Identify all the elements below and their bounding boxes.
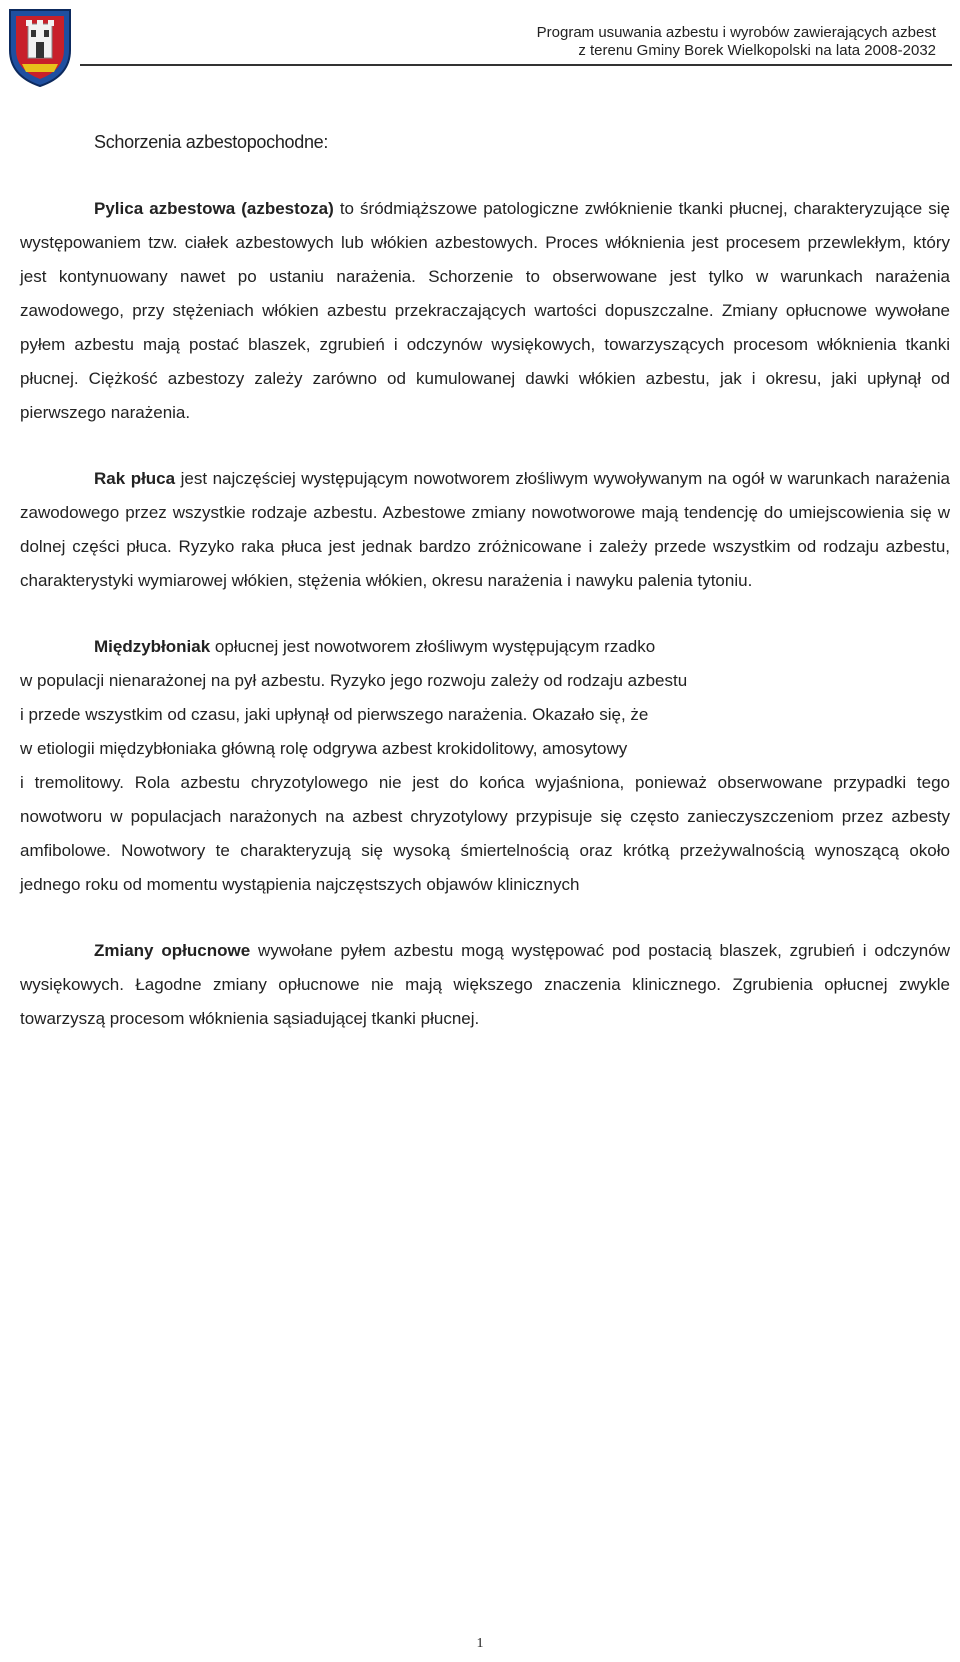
paragraph-pleural-changes bbox=[20, 934, 950, 1036]
term-pleural-changes: Zmiany opłucnowe bbox=[94, 941, 251, 960]
paragraph-mesothelioma bbox=[20, 630, 950, 902]
mesothelioma-line-3: i przede wszystkim od czasu, jaki upłynął od pierwszego narażenia. Okazało się, że bbox=[20, 705, 649, 724]
term-lung-cancer: Rak płuca bbox=[94, 469, 176, 488]
term-asbestosis: Pylica azbestowa (azbestoza) bbox=[94, 199, 334, 218]
mesothelioma-line-1-text: opłucnej jest nowotworem złośliwym występującym rzadko bbox=[210, 637, 656, 656]
mesothelioma-line-1 bbox=[20, 630, 950, 664]
term-mesothelioma: Międzybłoniak bbox=[94, 637, 211, 656]
municipal-coat-of-arms-icon bbox=[4, 4, 76, 88]
header-divider bbox=[80, 64, 952, 66]
section-heading: Schorzenia azbestopochodne: bbox=[94, 132, 329, 152]
paragraph-pleural-changes-text: wywołane pyłem azbestu mogą występować pod postacią blaszek, zgrubień i odczynów wysiękowych. Łagodne zmiany opłucnowe nie mają większego znaczenia klinicznego. Zgrubienia opłucnej zwykle towarzyszą procesom włóknienia sąsiadującej tkanki płucnej. bbox=[20, 941, 950, 1028]
page-number: 1 bbox=[476, 1636, 484, 1651]
header-title-line-1: Program usuwania azbestu i wyrobów zawierających azbest bbox=[536, 24, 936, 41]
paragraph-lung-cancer-text: jest najczęściej występującym nowotworem złośliwym wywoływanym na ogół w warunkach narażenia zawodowego przez wszystkie rodzaje azbestu. Azbestowe zmiany nowotworowe mają tendencję do umiejscowienia się w dolnej części płuca. Ryzyko raka płuca jest jednak bardzo zróżnicowane i zależy przede wszystkim od rodzaju azbestu, charakterystyki wymiarowej włókien, stężenia włókien, okresu narażenia i nawyku palenia tytoniu. bbox=[20, 469, 951, 590]
mesothelioma-line-2: w populacji nienarażonej na pył azbestu. Ryzyko jego rozwoju zależy od rodzaju azbestu bbox=[20, 671, 688, 690]
paragraph-asbestosis bbox=[20, 192, 950, 430]
mesothelioma-rest: i tremolitowy. Rola azbestu chryzotylowego nie jest do końca wyjaśniona, ponieważ obserwowane przypadki tego nowotworu w populacjach narażonych na azbest chryzotylowy przypisuje się często zanieczyszczeniom przez azbesty amfibolowe. Nowotwory te charakteryzują się wysoką śmiertelnością oraz krótką przeżywalnością wynoszącą około jednego roku od momentu wystąpienia najczęstszych objawów klinicznych bbox=[20, 773, 950, 894]
paragraph-lung-cancer bbox=[20, 462, 950, 598]
paragraph-asbestosis-text: to śródmiąższowe patologiczne zwłóknienie tkanki płucnej, charakteryzujące się występowaniem tzw. ciałek azbestowych lub włókien azbestowych. Proces włóknienia jest procesem przewlekłym, który jest kontynuowany nawet po ustaniu narażenia. Schorzenie to obserwowane jest tylko w warunkach narażenia zawodowego, przy stężeniach włókien azbestu przekraczających wartości dopuszczalne. Zmiany opłucnowe wywołane pyłem azbestu mają postać blaszek, zgrubień i odczynów wysiękowych, towarzyszących procesom włóknienia tkanki płucnej. Ciężkość azbestozy zależy zarówno od kumulowanej dawki włókien azbestu, jak i okresu, jaki upłynął od pierwszego narażenia. bbox=[20, 199, 950, 422]
header-title-line-2: z terenu Gminy Borek Wielkopolski na lata 2008-2032 bbox=[578, 42, 936, 59]
document-header-title bbox=[236, 24, 936, 60]
document-body bbox=[20, 192, 950, 1068]
mesothelioma-line-4: w etiologii międzybłoniaka główną rolę odgrywa azbest krokidolitowy, amosytowy bbox=[20, 739, 628, 758]
